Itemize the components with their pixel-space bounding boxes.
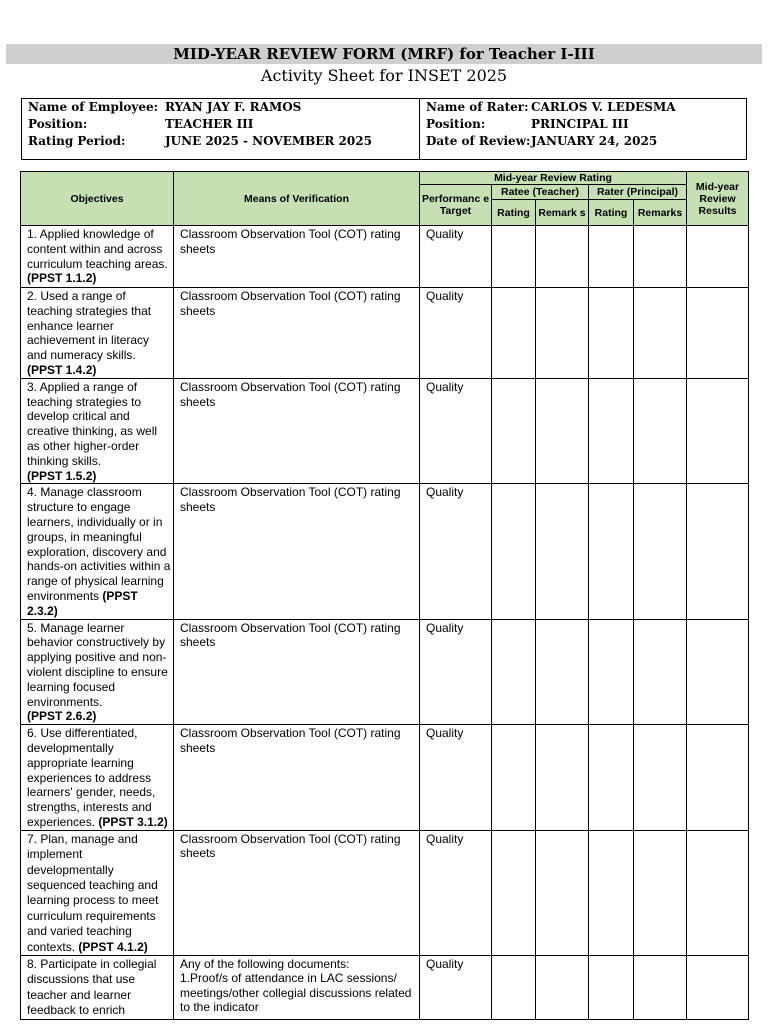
- rater-remarks-cell[interactable]: [634, 288, 687, 379]
- rater-name-label: Name of Rater:: [426, 100, 529, 114]
- objective-text: 6. Use differentiated, developmentally appropriate learning experiences to address learners' gender, needs, strengths, interests and experiences.: [27, 726, 156, 829]
- rater-remarks-cell[interactable]: [634, 830, 687, 955]
- objective-cell: [21, 288, 174, 379]
- results-cell[interactable]: [687, 288, 749, 379]
- rater-position-label: Position:: [426, 117, 486, 131]
- ratee-rating-cell[interactable]: [492, 619, 536, 725]
- results-cell[interactable]: [687, 619, 749, 725]
- ppst-code: (PPST 2.3.2): [27, 588, 138, 618]
- results-cell[interactable]: [687, 830, 749, 955]
- table-row: [21, 830, 749, 955]
- objective-cell: [21, 619, 174, 725]
- results-cell[interactable]: [687, 955, 749, 1019]
- table-row: [21, 226, 749, 288]
- rater-rating-cell[interactable]: [589, 484, 634, 619]
- rater-rating-cell[interactable]: [589, 955, 634, 1019]
- table-row: [21, 619, 749, 725]
- rater-remarks-cell[interactable]: [634, 955, 687, 1019]
- ppst-code: (PPST 2.6.2): [27, 709, 97, 724]
- ratee-rating-cell[interactable]: [492, 226, 536, 288]
- means-header: Means of Verification: [174, 172, 420, 226]
- objective-text: 1. Applied knowledge of content within and across curriculum teaching areas.: [27, 227, 168, 271]
- mid-year-rating-header: Mid-year Review Rating: [420, 172, 687, 185]
- employee-position: TEACHER III: [165, 117, 254, 131]
- rater-rating-cell[interactable]: [589, 226, 634, 288]
- ratee-rating-cell[interactable]: [492, 725, 536, 831]
- review-date: JANUARY 24, 2025: [531, 134, 658, 148]
- means-cell: Classroom Observation Tool (COT) rating sheets: [174, 226, 420, 288]
- ratee-rating-cell[interactable]: [492, 955, 536, 1019]
- ratee-rating-cell[interactable]: [492, 830, 536, 955]
- performance-target-header: Performanc e Target: [420, 185, 492, 226]
- employee-info: [22, 99, 420, 159]
- objective-cell: [21, 484, 174, 619]
- means-cell: Classroom Observation Tool (COT) rating sheets: [174, 378, 420, 484]
- objective-cell: [21, 226, 174, 288]
- target-cell: Quality: [420, 378, 492, 484]
- ppst-code: (PPST 1.5.2): [27, 468, 97, 483]
- means-cell: Classroom Observation Tool (COT) rating sheets: [174, 725, 420, 831]
- rater-remarks-cell[interactable]: [634, 378, 687, 484]
- rater-header: Rater (Principal): [589, 185, 687, 200]
- objective-text: 3. Applied a range of teaching strategies to develop critical and creative thinking, as well as other higher-order thinking skills.: [27, 379, 158, 468]
- rater-rating-header: Rating: [589, 200, 634, 226]
- ratee-remarks-cell[interactable]: [536, 619, 589, 725]
- form-title: MID-YEAR REVIEW FORM (MRF) for Teacher I-III: [6, 44, 762, 64]
- ppst-code: (PPST 4.1.2): [78, 939, 148, 954]
- review-table: [20, 171, 749, 1020]
- rater-rating-cell[interactable]: [589, 378, 634, 484]
- rater-remarks-cell[interactable]: [634, 484, 687, 619]
- rater-position: PRINCIPAL III: [531, 117, 629, 131]
- rater-info: [420, 99, 746, 159]
- rater-remarks-header: Remarks: [634, 200, 687, 226]
- objective-cell: [21, 955, 174, 1019]
- results-header: Mid-year Review Results: [687, 172, 749, 226]
- objective-text: 2. Used a range of teaching strategies that enhance learner achievement in literacy and numeracy skills.: [27, 289, 152, 363]
- means-cell: Classroom Observation Tool (COT) rating sheets: [174, 830, 420, 955]
- ratee-header: Ratee (Teacher): [492, 185, 589, 200]
- ppst-code: (PPST 3.1.2): [98, 814, 168, 829]
- objective-text: 5. Manage learner behavior constructively by applying positive and non-violent discipline to ensure learning focused environments.: [27, 620, 168, 709]
- ratee-remarks-cell[interactable]: [536, 378, 589, 484]
- table-row: [21, 288, 749, 379]
- results-cell[interactable]: [687, 378, 749, 484]
- ratee-remarks-cell[interactable]: [536, 830, 589, 955]
- ppst-code: (PPST 1.4.2): [27, 362, 97, 377]
- employee-name-label: Name of Employee:: [28, 100, 159, 114]
- means-cell: Classroom Observation Tool (COT) rating sheets: [174, 619, 420, 725]
- table-row: [21, 484, 749, 619]
- ratee-remarks-cell[interactable]: [536, 955, 589, 1019]
- ratee-remarks-cell[interactable]: [536, 288, 589, 379]
- rater-remarks-cell[interactable]: [634, 619, 687, 725]
- table-row: [21, 378, 749, 484]
- target-cell: Quality: [420, 955, 492, 1019]
- ratee-rating-cell[interactable]: [492, 288, 536, 379]
- ratee-remarks-header: Remark s: [536, 200, 589, 226]
- target-cell: Quality: [420, 830, 492, 955]
- rating-period-label: Rating Period:: [28, 134, 126, 148]
- ratee-remarks-cell[interactable]: [536, 484, 589, 619]
- means-cell: Classroom Observation Tool (COT) rating sheets: [174, 288, 420, 379]
- ratee-rating-header: Rating: [492, 200, 536, 226]
- results-cell[interactable]: [687, 226, 749, 288]
- review-date-label: Date of Review:: [426, 134, 531, 148]
- ppst-code: (PPST 1.1.2): [27, 271, 97, 286]
- table-row: [21, 725, 749, 831]
- target-cell: Quality: [420, 226, 492, 288]
- objective-cell: [21, 378, 174, 484]
- target-cell: Quality: [420, 725, 492, 831]
- rater-rating-cell[interactable]: [589, 288, 634, 379]
- employee-position-label: Position:: [28, 117, 88, 131]
- rating-period: JUNE 2025 - NOVEMBER 2025: [165, 134, 372, 148]
- results-cell[interactable]: [687, 484, 749, 619]
- objective-cell: [21, 830, 174, 955]
- objective-text: 8. Participate in collegial discussions that use teacher and learner feedback to enrich: [27, 956, 157, 1018]
- means-cell: Classroom Observation Tool (COT) rating sheets: [174, 484, 420, 619]
- objective-cell: [21, 725, 174, 831]
- target-cell: Quality: [420, 619, 492, 725]
- objective-text: 4. Manage classroom structure to engage learners, individually or in groups, in meaningful exploration, discovery and hands-on activities within a range of physical learning environments: [27, 485, 171, 603]
- rater-rating-cell[interactable]: [589, 619, 634, 725]
- objective-text: 7. Plan, manage and implement developmentally sequenced teaching and learning process to meet curriculum requirements and varied teaching contexts.: [27, 831, 159, 954]
- rater-remarks-cell[interactable]: [634, 226, 687, 288]
- form-subtitle: Activity Sheet for INSET 2025: [260, 66, 508, 85]
- rater-rating-cell[interactable]: [589, 830, 634, 955]
- rater-rating-cell[interactable]: [589, 725, 634, 831]
- ratee-rating-cell[interactable]: [492, 484, 536, 619]
- ratee-remarks-cell[interactable]: [536, 226, 589, 288]
- employee-info-box: [21, 98, 747, 160]
- means-cell: Any of the following documents: 1.Proof/s of attendance in LAC sessions/ meetings/other collegial discussions related to the indicator: [174, 955, 420, 1019]
- target-cell: Quality: [420, 288, 492, 379]
- rater-remarks-cell[interactable]: [634, 725, 687, 831]
- ratee-remarks-cell[interactable]: [536, 725, 589, 831]
- ratee-rating-cell[interactable]: [492, 378, 536, 484]
- results-cell[interactable]: [687, 725, 749, 831]
- target-cell: Quality: [420, 484, 492, 619]
- rater-name: CARLOS V. LEDESMA: [531, 100, 676, 114]
- table-row: [21, 955, 749, 1019]
- employee-name: RYAN JAY F. RAMOS: [165, 100, 302, 114]
- objectives-header: Objectives: [21, 172, 174, 226]
